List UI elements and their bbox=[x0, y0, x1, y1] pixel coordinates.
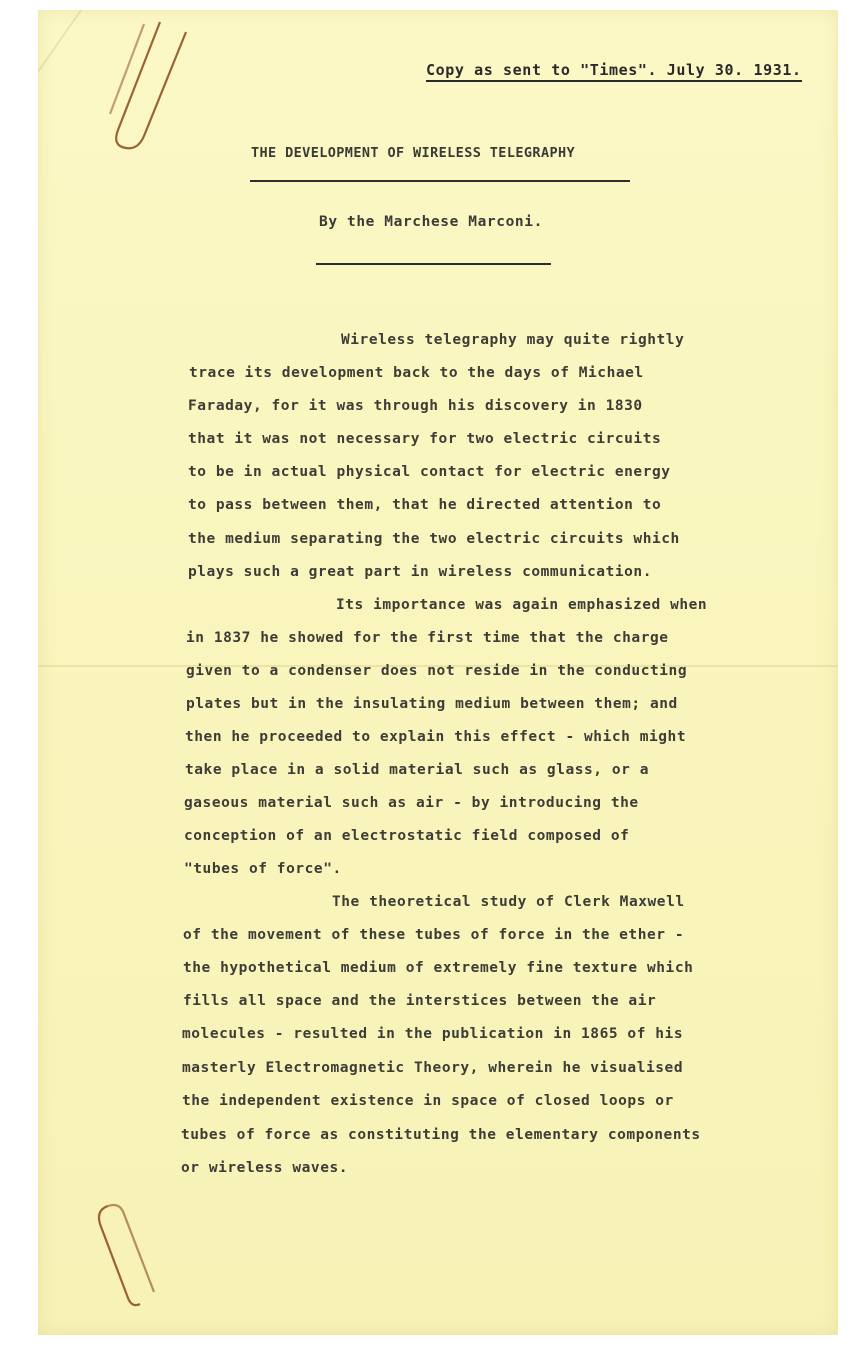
document-page bbox=[38, 10, 838, 1335]
body-line: molecules - resulted in the publication in 1865 of his bbox=[182, 1026, 684, 1042]
body-line: Faraday, for it was through his discovery in 1830 bbox=[188, 398, 643, 414]
body-line: tubes of force as constituting the elementary components bbox=[181, 1127, 701, 1143]
body-line: gaseous material such as air - by introducing the bbox=[184, 795, 639, 811]
title-underline bbox=[250, 180, 630, 182]
document-title: THE DEVELOPMENT OF WIRELESS TELEGRAPHY bbox=[251, 145, 576, 161]
body-line: in 1837 he showed for the first time that the charge bbox=[186, 630, 669, 646]
body-line: The theoretical study of Clerk Maxwell bbox=[332, 894, 685, 910]
body-line: trace its development back to the days of Michael bbox=[189, 365, 644, 381]
body-line: that it was not necessary for two electric circuits bbox=[188, 431, 662, 447]
body-line: plates but in the insulating medium between them; and bbox=[186, 696, 678, 712]
body-line: conception of an electrostatic field composed of bbox=[184, 828, 630, 844]
byline: By the Marchese Marconi. bbox=[319, 214, 543, 230]
paperclip-stain-bottom-icon bbox=[92, 1200, 182, 1310]
body-line: masterly Electromagnetic Theory, wherein he visualised bbox=[182, 1060, 684, 1076]
body-line: the hypothetical medium of extremely fine texture which bbox=[183, 960, 694, 976]
body-line: Its importance was again emphasized when bbox=[336, 597, 708, 613]
byline-underline bbox=[316, 263, 551, 265]
body-line: or wireless waves. bbox=[181, 1160, 349, 1176]
body-line: to pass between them, that he directed attention to bbox=[188, 497, 662, 513]
body-line: plays such a great part in wireless communication. bbox=[188, 564, 652, 580]
body-line: take place in a solid material such as glass, or a bbox=[185, 762, 649, 778]
body-line: of the movement of these tubes of force in the ether - bbox=[183, 927, 685, 943]
body-line: the independent existence in space of closed loops or bbox=[182, 1093, 674, 1109]
copy-note: Copy as sent to "Times". July 30. 1931. bbox=[426, 61, 802, 82]
body-line: to be in actual physical contact for electric energy bbox=[188, 464, 671, 480]
body-line: given to a condenser does not reside in the conducting bbox=[186, 663, 688, 679]
body-line: "tubes of force". bbox=[184, 861, 342, 877]
body-line: Wireless telegraphy may quite rightly bbox=[341, 332, 685, 348]
body-line: then he proceeded to explain this effect - which might bbox=[185, 729, 687, 745]
paperclip-stain-top-icon bbox=[98, 18, 198, 153]
body-line: the medium separating the two electric circuits which bbox=[188, 531, 680, 547]
body-line: fills all space and the interstices between the air bbox=[183, 993, 657, 1009]
